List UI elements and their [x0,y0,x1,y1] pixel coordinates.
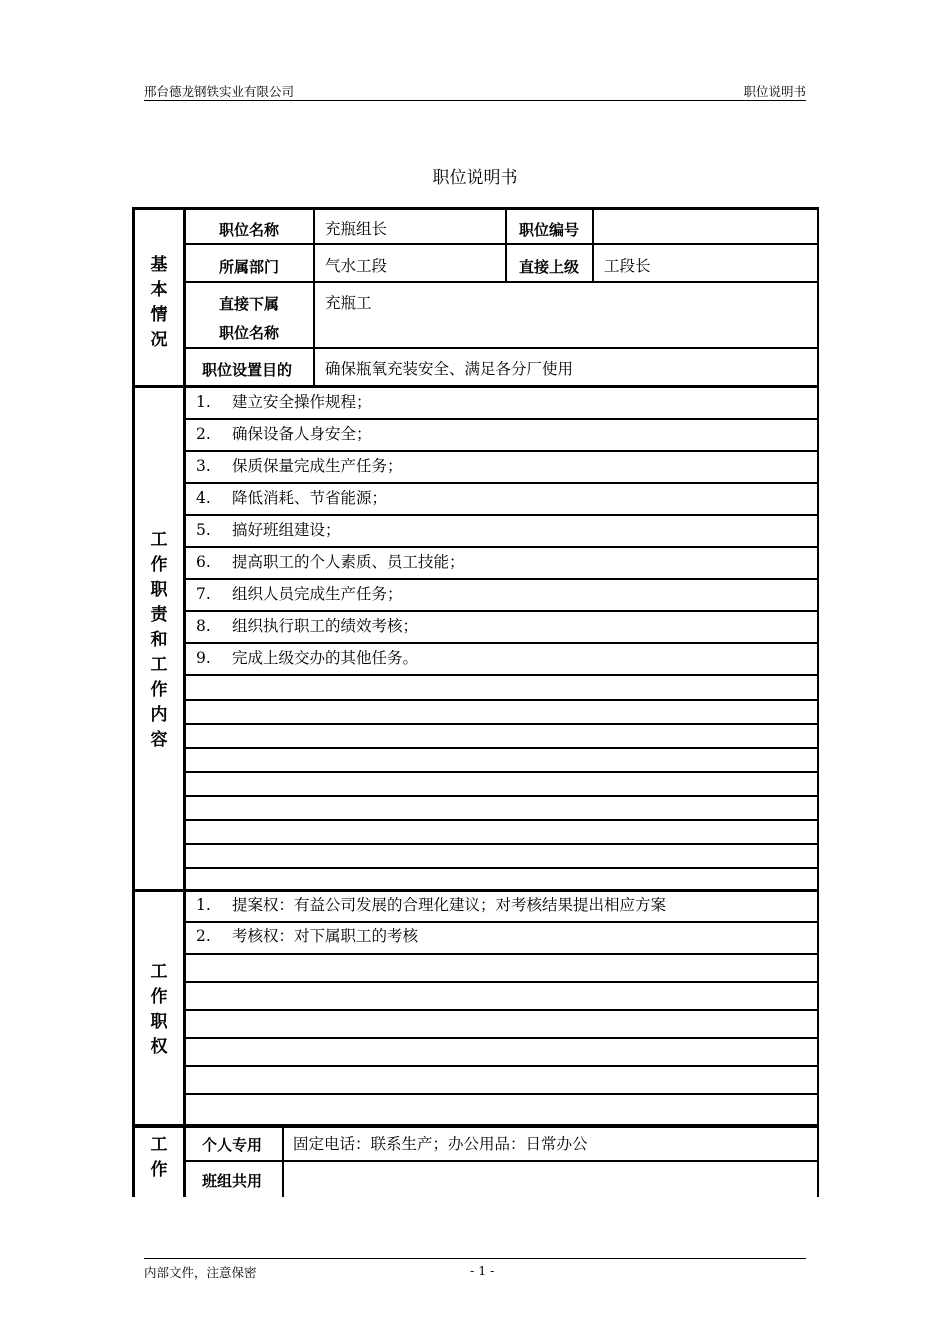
duty-item: 2. 确保设备人身安全； [196,425,372,443]
section-label-conditions: 工 作 [150,1135,168,1180]
header-doc-type: 职位说明书 [743,84,806,99]
personal-use-value: 固定电话：联系生产；办公用品：日常办公 [293,1135,588,1153]
duty-item: 4. 降低消耗、节省能源； [196,489,388,507]
page-header [144,82,806,101]
personal-use-label: 个人专用 [202,1136,263,1154]
department-label: 所属部门 [219,258,280,276]
company-name: 邢台德龙钢铁实业有限公司 [144,84,295,99]
subordinate-label-line1: 直接下属 [219,295,280,313]
duty-item: 1. 建立安全操作规程； [196,393,372,411]
duty-item: 6. 提高职工的个人素质、员工技能； [196,553,465,571]
duty-item: 9. 完成上级交办的其他任务。 [196,649,419,667]
position-name-label: 职位名称 [219,221,280,239]
page-footer [144,1258,806,1280]
section-label-basic: 基 本 情 况 [150,255,168,350]
subordinate-value: 充瓶工 [325,294,372,312]
position-name-value: 充瓶组长 [325,220,388,238]
purpose-label: 职位设置目的 [202,361,293,379]
authority-item: 2. 考核权：对下属职工的考核 [196,927,419,945]
page-title: 职位说明书 [432,168,518,188]
page-number: - 1 - [470,1263,495,1278]
duty-item: 3. 保质保量完成生产任务； [196,457,403,475]
authority-item: 1. 提案权：有益公司发展的合理化建议；对考核结果提出相应方案 [196,896,667,914]
job-description-table [132,207,819,1197]
duty-item: 7. 组织人员完成生产任务； [196,585,403,603]
superior-label: 直接上级 [519,258,580,276]
superior-value: 工段长 [604,257,651,275]
purpose-value: 确保瓶氧充装安全、满足各分厂使用 [325,360,574,378]
shared-use-label: 班组共用 [202,1172,263,1190]
duty-item: 8. 组织执行职工的绩效考核； [196,617,419,635]
section-label-authority: 工 作 职 权 [150,962,168,1057]
section-label-duties: 工 作 职 责 和 工 作 内 容 [150,530,168,750]
department-value: 气水工段 [325,257,388,275]
duty-item: 5. 搞好班组建设； [196,521,341,539]
confidential-note: 内部文件，注意保密 [144,1265,257,1280]
position-no-label: 职位编号 [519,221,580,239]
subordinate-label-line2: 职位名称 [219,324,280,342]
